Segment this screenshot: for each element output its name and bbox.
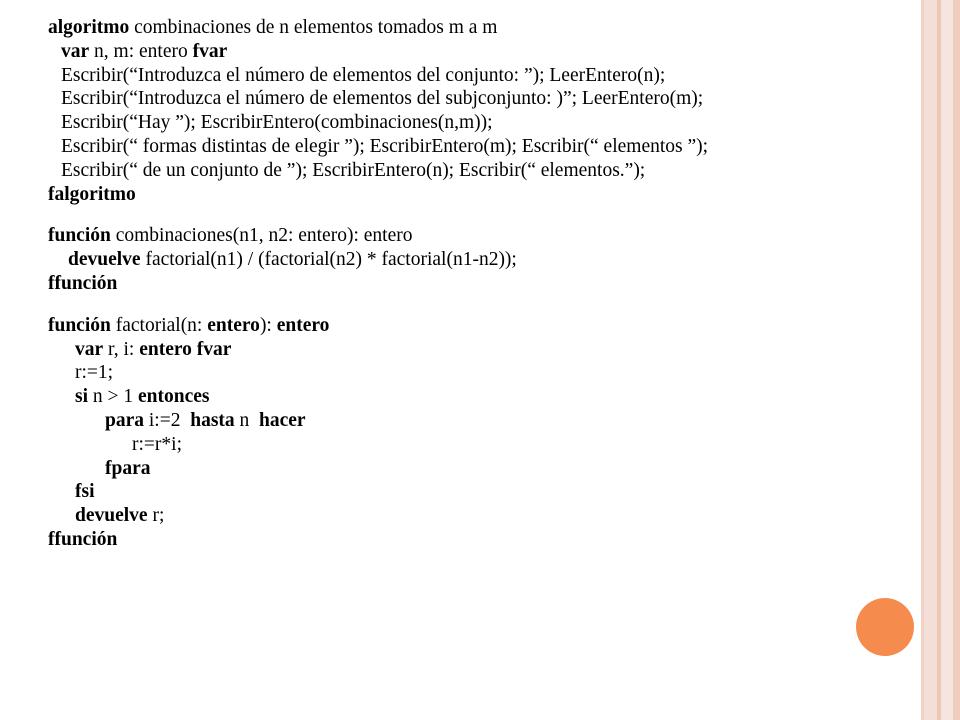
code-line-algorithm-header: algoritmo combinaciones de n elementos tomados m a m	[48, 17, 498, 38]
code-line: Escribir(“Introduzca el número de elementos del subjconjunto: )”; LeerEntero(m);	[61, 88, 704, 110]
code-line-return: devuelve r;	[75, 505, 165, 527]
code-line-function-header: función factorial(n: entero): entero	[48, 314, 330, 336]
code-line-var-decl: var r, i: entero fvar	[75, 338, 232, 360]
code-line-for-end: fpara	[105, 457, 151, 479]
code-line-if: si n > 1 entonces	[75, 386, 210, 408]
pseudocode-block	[48, 16, 940, 552]
decorative-circle	[856, 598, 914, 656]
code-line: Escribir(“Introduzca el número de elementos del conjunto: ”); LeerEntero(n);	[61, 64, 666, 86]
code-line: r:=r*i;	[132, 433, 182, 455]
code-line-function-end: ffunción	[48, 272, 118, 294]
code-line-return: devuelve factorial(n1) / (factorial(n2) * factorial(n1-n2));	[68, 249, 517, 271]
code-line: Escribir(“ de un conjunto de ”); EscribirEntero(n); Escribir(“ elementos.”);	[61, 159, 646, 181]
code-line-for: para i:=2 hasta n hacer	[105, 409, 306, 431]
code-line-algorithm-end: falgoritmo	[48, 183, 136, 205]
code-line: Escribir(“ formas distintas de elegir ”); EscribirEntero(m); Escribir(“ elementos ”);	[61, 135, 709, 157]
code-line-var-decl: var n, m: entero fvar	[61, 40, 228, 62]
code-line: Escribir(“Hay ”); EscribirEntero(combinaciones(n,m));	[61, 112, 493, 134]
code-line: r:=1;	[75, 362, 114, 384]
code-line-function-end: ffunción	[48, 528, 118, 550]
code-line-function-header: función combinaciones(n1, n2: entero): entero	[48, 225, 413, 247]
code-line-if-end: fsi	[75, 481, 95, 503]
